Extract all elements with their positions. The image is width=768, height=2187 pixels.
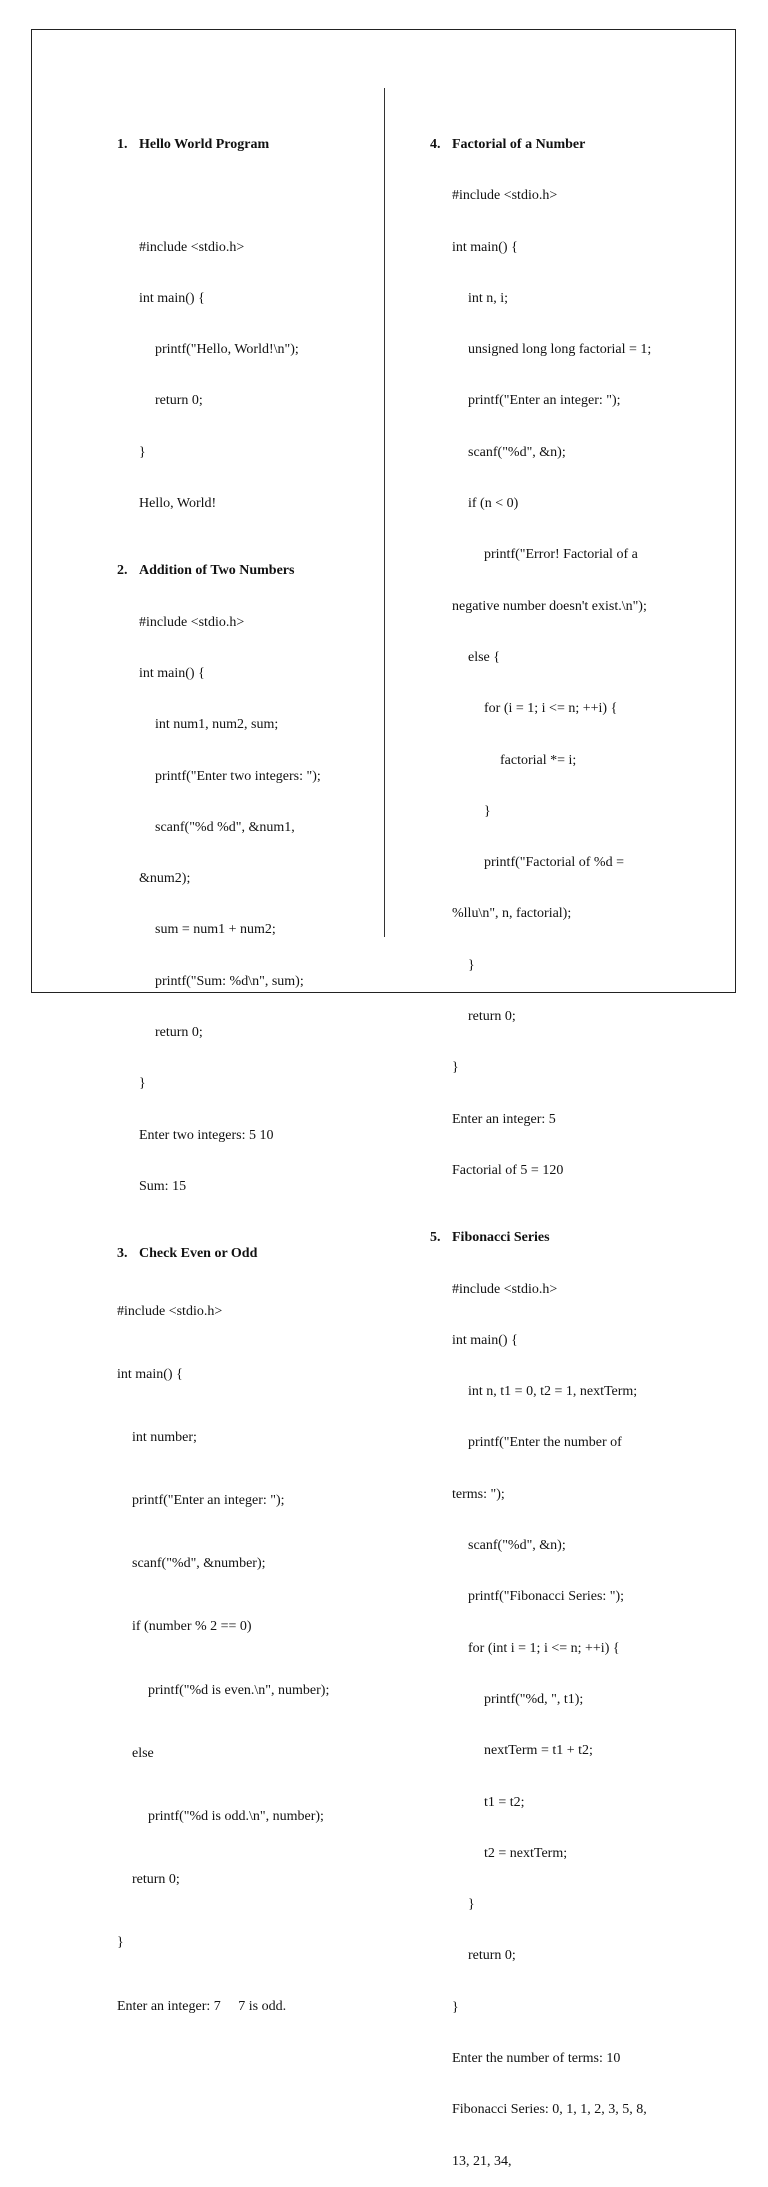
code-line (117, 186, 329, 205)
code-line: int n, i; (468, 290, 509, 306)
output-line: Enter an integer: 7 7 is odd. (117, 1998, 287, 2014)
code-line: printf("Enter an integer: "); (468, 393, 621, 409)
output-line: Enter the number of terms: 10 (452, 2050, 621, 2066)
output-line: Factorial of 5 = 120 (452, 1162, 564, 1178)
code-line: return 0; (155, 393, 203, 409)
code-line: sum = num1 + num2; (155, 922, 276, 938)
code-line: int number; (132, 1429, 197, 1445)
code-line: t2 = nextTerm; (484, 1845, 568, 1861)
code-line: } (452, 1999, 459, 2015)
code-line: int main() { (117, 1366, 183, 1382)
code-line: int main() { (452, 239, 518, 255)
output-line: 13, 21, 34, (452, 2153, 512, 2169)
code-line: scanf("%d", &n); (468, 444, 566, 460)
section-heading-even-odd: 3. Check Even or Odd (117, 1246, 258, 1262)
code-line: } (468, 1897, 475, 1913)
code-line: #include <stdio.h> (139, 239, 245, 255)
code-line: for (int i = 1; i <= n; ++i) { (468, 1640, 620, 1656)
code-line: int n, t1 = 0, t2 = 1, nextTerm; (468, 1384, 638, 1400)
output-line: Hello, World! (139, 496, 217, 512)
section-heading-addition: 2. Addition of Two Numbers (117, 563, 295, 579)
code-line: } (117, 1935, 124, 1951)
section-heading-hello-world: 1. Hello World Program (117, 137, 270, 152)
code-line: return 0; (132, 1872, 180, 1888)
code-line: } (139, 444, 146, 460)
code-line: if (number % 2 == 0) (132, 1619, 252, 1635)
code-line: scanf("%d", &n); (468, 1538, 566, 1554)
code-line: for (i = 1; i <= n; ++i) { (484, 701, 618, 717)
code-line: printf("%d, ", t1); (484, 1691, 584, 1707)
code-line: factorial *= i; (500, 752, 577, 768)
code-line: scanf("%d %d", &num1, (155, 819, 295, 835)
code-line: %llu\n", n, factorial); (452, 906, 572, 922)
code-line: &num2); (139, 871, 191, 887)
left-column (117, 87, 329, 2038)
code-line: return 0; (468, 1009, 516, 1025)
code-line: #include <stdio.h> (139, 614, 245, 630)
code-line: } (484, 803, 491, 819)
code-line: printf("Factorial of %d = (484, 855, 624, 871)
output-line: Sum: 15 (139, 1178, 187, 1194)
code-line: return 0; (468, 1948, 516, 1964)
code-line: int main() { (139, 290, 205, 306)
code-line: printf("Fibonacci Series: "); (468, 1589, 625, 1605)
code-line: printf("%d is odd.\n", number); (148, 1809, 324, 1825)
code-line: return 0; (155, 1025, 203, 1041)
code-line: if (n < 0) (468, 496, 519, 512)
code-line: } (468, 957, 475, 973)
code-line: printf("%d is even.\n", number); (148, 1682, 330, 1698)
code-line: negative number doesn't exist.\n"); (452, 598, 647, 614)
code-line: printf("Error! Factorial of a (484, 547, 638, 563)
code-line: printf("Sum: %d\n", sum); (155, 973, 304, 989)
code-line: else { (468, 649, 500, 665)
code-line: else (132, 1745, 154, 1761)
code-line: printf("Enter an integer: "); (132, 1493, 285, 1509)
output-line: Enter an integer: 5 (452, 1111, 556, 1127)
output-line: Fibonacci Series: 0, 1, 1, 2, 3, 5, 8, (452, 2102, 647, 2118)
code-line: printf("Enter two integers: "); (155, 768, 321, 784)
section-heading-factorial: 4. Factorial of a Number (430, 137, 586, 152)
code-line: } (452, 1060, 459, 1076)
section-heading-fibonacci: 5. Fibonacci Series (430, 1230, 550, 1246)
column-divider (384, 88, 385, 937)
code-line: } (139, 1076, 146, 1092)
code-line: unsigned long long factorial = 1; (468, 342, 652, 358)
right-column (430, 87, 651, 2187)
code-line: #include <stdio.h> (452, 1281, 558, 1297)
code-line: #include <stdio.h> (452, 188, 558, 204)
code-line: int main() { (452, 1332, 518, 1348)
code-line: int num1, num2, sum; (155, 717, 279, 733)
code-line: scanf("%d", &number); (132, 1556, 266, 1572)
code-line: t1 = t2; (484, 1794, 525, 1810)
code-line: terms: "); (452, 1486, 505, 1502)
output-line: Enter two integers: 5 10 (139, 1127, 274, 1143)
code-line: int main() { (139, 665, 205, 681)
code-line: nextTerm = t1 + t2; (484, 1743, 593, 1759)
code-line: printf("Enter the number of (468, 1435, 622, 1451)
code-line: #include <stdio.h> (117, 1303, 223, 1319)
code-line: printf("Hello, World!\n"); (155, 342, 299, 358)
